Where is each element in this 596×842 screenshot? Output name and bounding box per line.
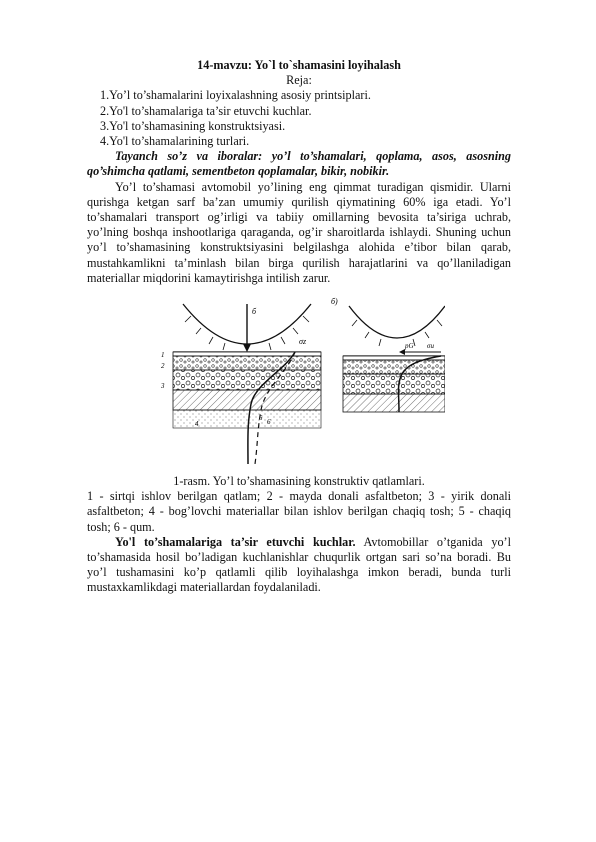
plan-item-4: 4.Yo'l to’shamalarining turlari. [100,134,250,149]
right-stress-label: σи [427,342,434,351]
left-stress-label: σz [299,337,307,347]
pavement-layers-figure [87,292,511,468]
right-load-label: рG [405,342,414,351]
document-content [87,58,511,596]
plan-item-1: 1.Yo’l to’shamalarini loyixalashning asosiy printsiplari. [100,88,371,103]
left-panel [160,304,321,464]
plan-item-2: 2.Yo'l to’shamalariga ta’sir etuvchi kuchlar. [100,103,312,118]
left-load-label: б [252,307,257,317]
layer-number-1: 1 [161,351,165,360]
layer-number-4: 4 [195,420,199,429]
layer-number-6: 6 [267,418,271,427]
forces-text: Avtomobillar o’tganida yo’l to’shamasida hosil bo’ladigan kuchlanishlar chuqurlik ortgan sari so’na boradi. Bu yo’l tushamasini ko’p qatlamli qilib loyihalashga imkon beradi, bunda turli mustaxkamlikdagi materiallardan foydalaniladi. [87,534,511,595]
pavement-diagram [155,292,445,468]
forces-heading: Yo'l to’shamalariga ta’sir etuvchi kuchlar. [115,534,356,549]
plan-heading: Reja: [286,73,312,88]
layer-number-3: 3 [161,382,165,391]
layer-number-5: 5 [259,414,263,423]
figure-caption: 1-rasm. Yo’l to’shamasining konstruktiv qatlamlari. [173,474,425,489]
intro-paragraph: Yo’l to’shamasi avtomobil yo’lining eng qimmat turadigan qismidir. Ularni qurishga ketgan sarf ba’zan umumiy qurilish qiymatining 60% iga etadi. Yo’l to’shamalari transport og’irligi va tabiiy omillarning bevosita ta’siriga uchrab, yo’lning boshqa inshootlariga qaraganda, og’ir sharoitlarda ishlaydi. Shuning uchun yo’l to’shamasining konstruktsiyasini belgilashga alohida e’tibor bilan qarab, mustahkamlikni ta’minlash bilan birga qurilish harajatlarini va qo’llaniladigan materiallar miqdorini kamaytirishga intilish zarur. [87,179,511,285]
figure-legend: 1 - sirtqi ishlov berilgan qatlam; 2 - mayda donali asfaltbeton; 3 - yirik donali asfaltbeton; 4 - bog’lovchi materiallar bilan ishlov berilgan chaqiq tosh; 5 - chaqiq tosh; 6 - qum. [87,489,511,534]
panel-b-label: б) [331,297,338,307]
forces-paragraph [87,535,511,596]
layer-number-2: 2 [161,362,165,371]
lecture-title: 14-mavzu: Yo`l to`shamasini loyihalash [197,58,401,72]
right-panel [331,297,445,412]
keywords-paragraph: Tayanch so’z va iboralar: yo’l to’shamalari, qoplama, asos, asosning qo’shimcha qatlami, sementbeton qoplamalar, bikir, nobikir. [87,149,511,179]
plan-item-3: 3.Yo'l to’shamasining konstruktsiyasi. [100,118,286,133]
